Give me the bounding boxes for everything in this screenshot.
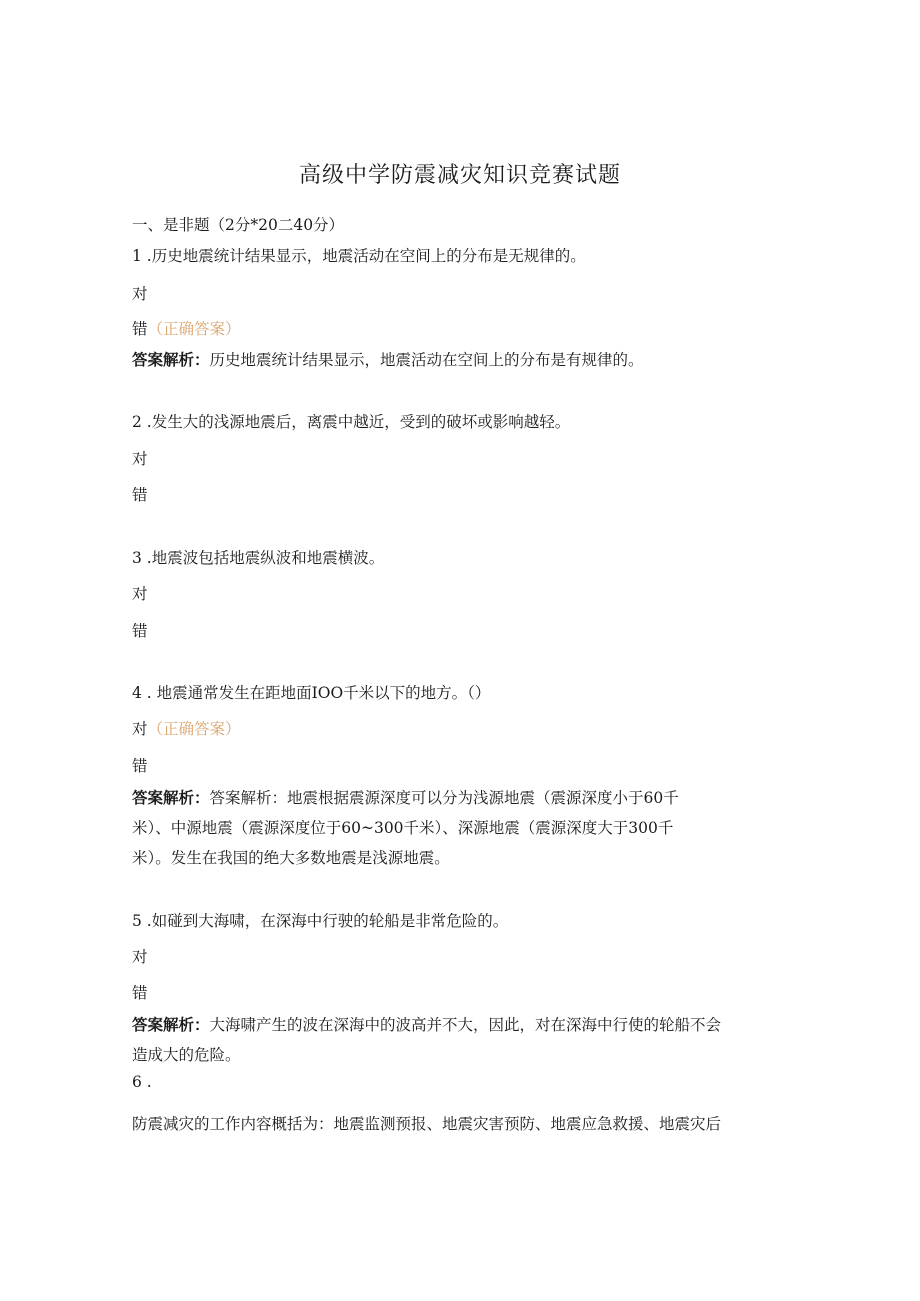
question-6-text: 防震减灾的工作内容概括为：地震监测预报、地震灾害预防、地震应急救援、地震灾后 <box>132 1115 722 1133</box>
section-heading: 一、是非题（2分*20二40分） <box>132 216 345 234</box>
question-2-text: 2 .发生大的浅源地震后，离震中越近，受到的破坏或影响越轻。 <box>132 413 571 431</box>
correct-answer-tag: （正确答案） <box>147 320 241 338</box>
question-4-analysis-line-2: 米）、中源地震（震源深度位于60~300千米）、深源地震（震源深度大于300千 <box>132 819 674 837</box>
question-4-analysis-line-3: 米）。发生在我国的绝大多数地震是浅源地震。 <box>132 849 450 867</box>
question-6-number: 6 . <box>132 1073 152 1091</box>
analysis-label: 答案解析： <box>132 350 210 369</box>
analysis-label: 答案解析： <box>132 788 210 807</box>
question-3-text: 3 .地震波包括地震纵波和地震横波。 <box>132 549 385 567</box>
question-4-option-false[interactable] <box>132 754 148 776</box>
question-2-option-true[interactable] <box>132 447 148 469</box>
question-4-text: 4 . 地震通常发生在距地面IOO千米以下的地方。（） <box>132 684 491 702</box>
question-4-option-true[interactable] <box>132 717 241 739</box>
question-1-option-false[interactable] <box>132 317 241 339</box>
option-label: 对 <box>132 450 148 468</box>
question-1-text: 1 .历史地震统计结果显示，地震活动在空间上的分布是无规律的。 <box>132 247 586 265</box>
question-3-option-true[interactable] <box>132 582 148 604</box>
question-5-analysis-line-2: 造成大的危险。 <box>132 1046 241 1064</box>
option-label: 对 <box>132 720 148 738</box>
option-label: 错 <box>132 622 148 640</box>
option-label: 错 <box>132 320 148 338</box>
analysis-text: 答案解析：地震根据震源深度可以分为浅源地震（震源深度小于60千 <box>209 789 679 807</box>
option-label: 对 <box>132 285 148 303</box>
option-label: 错 <box>132 486 148 504</box>
option-label: 错 <box>132 984 148 1002</box>
question-5-option-false[interactable] <box>132 981 148 1003</box>
question-1-analysis <box>132 348 644 370</box>
question-4-analysis-line-1 <box>132 786 679 808</box>
analysis-text: 大海啸产生的波在深海中的波高并不大，因此，对在深海中行使的轮船不会 <box>209 1016 722 1034</box>
option-label: 对 <box>132 585 148 603</box>
question-5-option-true[interactable] <box>132 945 148 967</box>
correct-answer-tag: （正确答案） <box>147 720 241 738</box>
option-label: 错 <box>132 757 148 775</box>
option-label: 对 <box>132 948 148 966</box>
analysis-text: 历史地震统计结果显示，地震活动在空间上的分布是有规律的。 <box>209 351 644 369</box>
question-5-text: 5 .如碰到大海啸，在深海中行驶的轮船是非常危险的。 <box>132 912 509 930</box>
question-2-option-false[interactable] <box>132 483 148 505</box>
question-1-option-true[interactable] <box>132 282 148 304</box>
page-title: 高级中学防震减灾知识竞赛试题 <box>298 163 621 188</box>
analysis-label: 答案解析： <box>132 1015 210 1034</box>
question-3-option-false[interactable] <box>132 619 148 641</box>
question-5-analysis-line-1 <box>132 1013 721 1035</box>
